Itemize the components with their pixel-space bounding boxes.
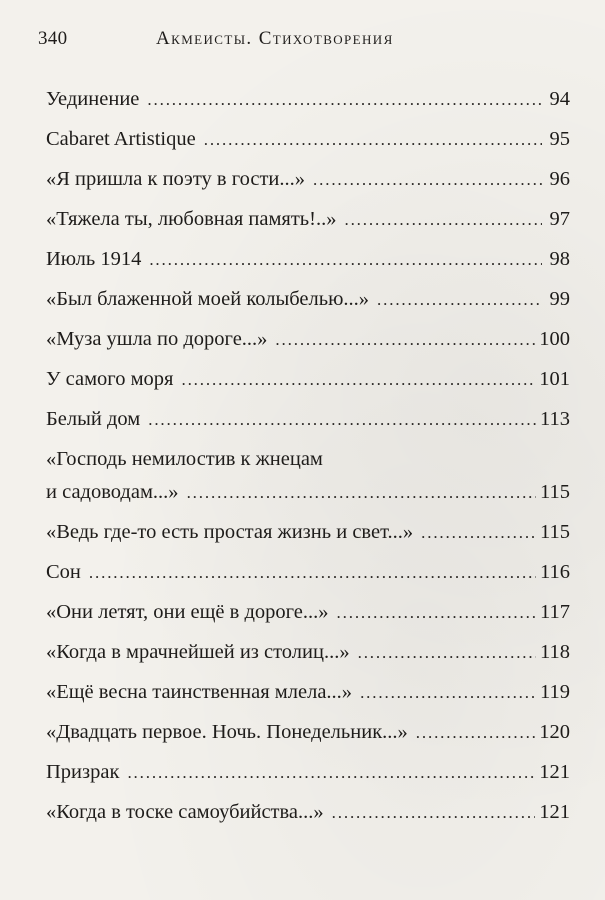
toc-entry: [46, 597, 570, 637]
toc-entry: [46, 84, 570, 124]
toc-entry-title: «Ведь где-то есть простая жизнь и свет...»: [46, 521, 414, 543]
running-header: [38, 28, 565, 56]
dot-leader: [360, 678, 536, 708]
toc-entry-title-line1: «Господь немилостив к жнецам: [46, 448, 323, 470]
toc-entry-page: 118: [540, 641, 570, 663]
toc-entry-page: 97: [549, 208, 570, 230]
toc-entry: [46, 284, 570, 324]
dot-leader: [187, 478, 536, 508]
dot-leader: [313, 165, 542, 195]
toc-entry: [46, 717, 570, 757]
toc-entry-page: 121: [539, 801, 570, 823]
dot-leader: [421, 518, 536, 548]
dot-leader: [344, 205, 542, 235]
toc-entry-page: 115: [540, 481, 570, 503]
toc-entry-title: Уединение: [46, 88, 140, 110]
toc-entry: [46, 364, 570, 404]
dot-leader: [332, 798, 536, 828]
toc-entry-title: «Муза ушла по дороге...»: [46, 328, 268, 350]
toc-entry: [46, 164, 570, 204]
toc-entry-page: 96: [549, 168, 570, 190]
toc-entry: [46, 517, 570, 557]
toc-entry-title: «Они летят, они ещё в дороге...»: [46, 601, 329, 623]
toc-entry: [46, 244, 570, 284]
toc-entry-title: «Когда в тоске самоубийства...»: [46, 801, 324, 823]
dot-leader: [89, 558, 536, 588]
toc-entry-page: 116: [540, 561, 570, 583]
toc-entry: [46, 404, 570, 444]
toc-entry: [46, 204, 570, 244]
toc-entry-title: «Ещё весна таинственная млела...»: [46, 681, 353, 703]
toc-entry: [46, 124, 570, 164]
toc-entry: [46, 557, 570, 597]
toc-entry: [46, 324, 570, 364]
dot-leader: [275, 325, 535, 355]
toc-entry-title: Белый дом: [46, 408, 141, 430]
toc-entry-page: 117: [540, 601, 570, 623]
toc-entry-title: Cabaret Artistique: [46, 128, 196, 150]
toc-entry-page: 100: [539, 328, 570, 350]
dot-leader: [147, 85, 542, 115]
toc-entry-title: «Я пришла к поэту в гости...»: [46, 168, 306, 190]
toc-entry-title-line2: и садоводам...»: [46, 481, 179, 503]
toc-entry-page: 120: [539, 721, 570, 743]
toc-entry: [46, 757, 570, 797]
toc-entry-page: 121: [539, 761, 570, 783]
toc-entry-title: У самого моря: [46, 368, 174, 390]
toc-entry-title: «Двадцать первое. Ночь. Понедельник...»: [46, 721, 408, 743]
dot-leader: [149, 245, 542, 275]
dot-leader: [358, 638, 536, 668]
running-title: Акмеисты. Стихотворения: [156, 28, 394, 49]
table-of-contents: [46, 84, 570, 837]
toc-entry-page: 95: [549, 128, 570, 150]
toc-entry-page: 101: [539, 368, 570, 390]
toc-entry-page: 94: [549, 88, 570, 110]
toc-entry-title: «Когда в мрачнейшей из столиц...»: [46, 641, 350, 663]
dot-leader: [377, 285, 542, 315]
toc-entry-page: 99: [549, 288, 570, 310]
toc-entry-title: «Тяжела ты, любовная память!..»: [46, 208, 337, 230]
toc-entry-page: 113: [540, 408, 570, 430]
dot-leader: [148, 405, 536, 435]
dot-leader: [416, 718, 535, 748]
toc-entry-title: «Был блаженной моей колыбелью...»: [46, 288, 370, 310]
toc-entry: [46, 797, 570, 837]
dot-leader: [337, 598, 536, 628]
toc-entry-title: Июль 1914: [46, 248, 142, 270]
dot-leader: [127, 758, 535, 788]
toc-entry-page: 119: [540, 681, 570, 703]
toc-entry-title: Призрак: [46, 761, 120, 783]
toc-entry: [46, 444, 570, 517]
toc-entry-page: 98: [549, 248, 570, 270]
toc-entry-title: Сон: [46, 561, 81, 583]
toc-entry: [46, 637, 570, 677]
toc-entry-page: 115: [540, 521, 570, 543]
dot-leader: [204, 125, 542, 155]
toc-entry: [46, 677, 570, 717]
page-number: 340: [38, 28, 68, 49]
dot-leader: [181, 365, 535, 395]
